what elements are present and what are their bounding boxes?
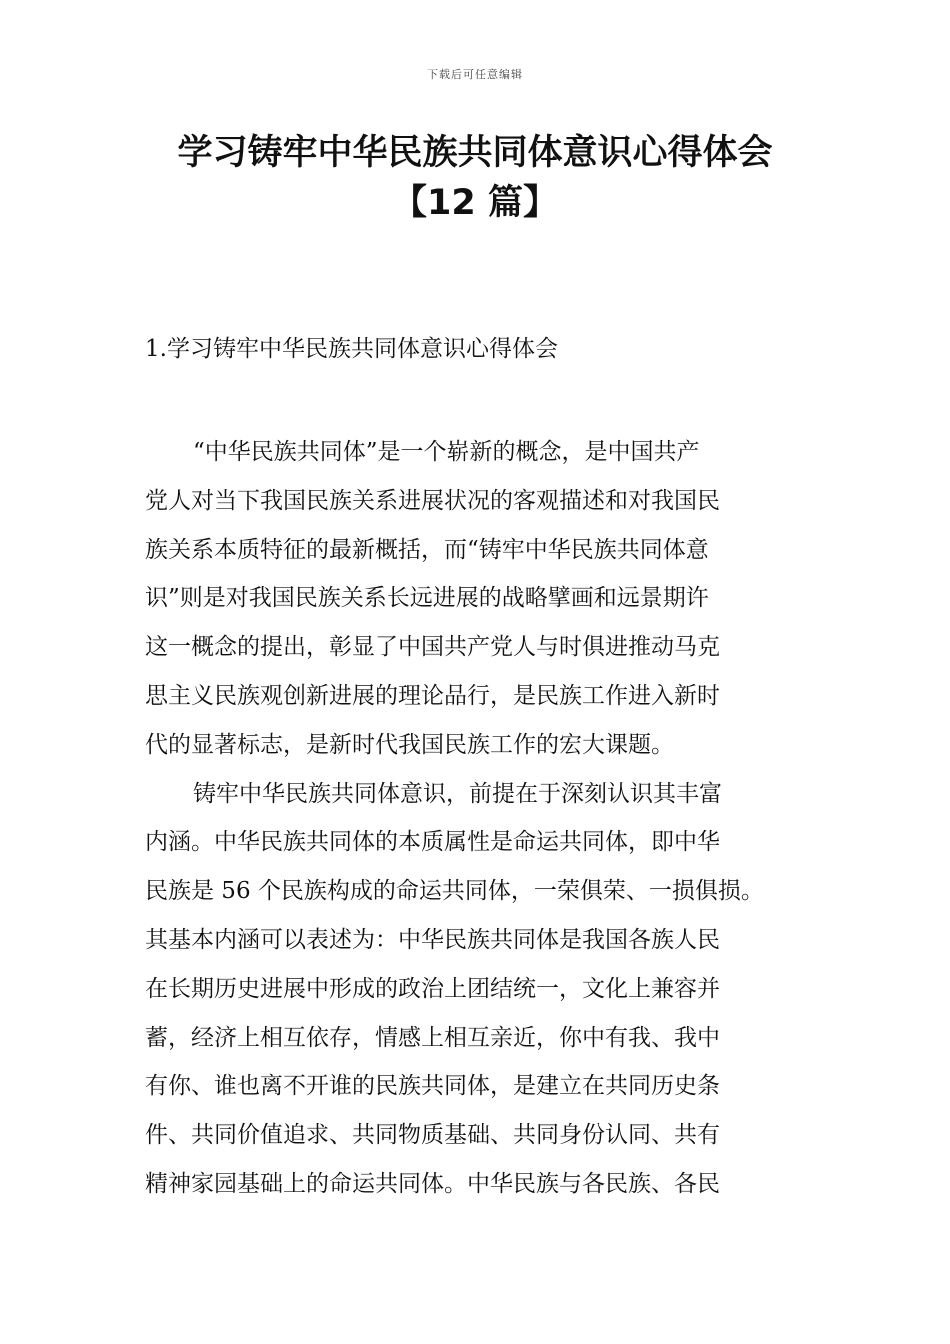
paragraph-2-line: 在长期历史进展中形成的政治上团结统一，文化上兼容并 xyxy=(145,975,720,1002)
paragraph-2-line: 民族是 56 个民族构成的命运共同体，一荣俱荣、一损俱损。 xyxy=(145,878,764,905)
paragraph-2-line: 铸牢中华民族共同体意识，前提在于深刻认识其丰富 xyxy=(193,780,722,807)
paragraph-1-line: 代的显著标志，是新时代我国民族工作的宏大课题。 xyxy=(145,731,674,758)
title-line-2: 【12 篇】 xyxy=(392,183,558,223)
header-note: 下载后可任意编辑 xyxy=(427,68,523,81)
section-heading: 1.学习铸牢中华民族共同体意识心得体会 xyxy=(145,336,558,362)
paragraph-2-line: 件、共同价值追求、共同物质基础、共同身份认同、共有 xyxy=(145,1122,720,1149)
body-text xyxy=(145,428,825,1209)
paragraph-2-line: 其基本内涵可以表述为：中华民族共同体是我国各族人民 xyxy=(145,926,720,953)
paragraph-2-line: 精神家园基础上的命运共同体。中华民族与各民族、各民 xyxy=(145,1170,720,1197)
paragraph-1-line: 这一概念的提出，彰显了中国共产党人与时俱进推动马克 xyxy=(145,634,720,661)
document-title xyxy=(100,128,850,228)
paragraph-1-line: 思主义民族观创新进展的理论品行，是民族工作进入新时 xyxy=(145,682,720,709)
paragraph-1-line: 识”则是对我国民族关系长远进展的战略擘画和远景期许 xyxy=(145,585,709,612)
paragraph-2-line: 内涵。中华民族共同体的本质属性是命运共同体，即中华 xyxy=(145,829,720,856)
paragraph-2-line: 有你、谁也离不开谁的民族共同体，是建立在共同历史条 xyxy=(145,1073,720,1100)
paragraph-2-line: 蓄，经济上相互依存，情感上相互亲近，你中有我、我中 xyxy=(145,1024,720,1051)
paragraph-1-line: 党人对当下我国民族关系进展状况的客观描述和对我国民 xyxy=(145,487,720,514)
paragraph-1-line: 族关系本质特征的最新概括，而“铸牢中华民族共同体意 xyxy=(145,536,709,563)
title-line-1: 学习铸牢中华民族共同体意识心得体会 xyxy=(177,133,773,173)
paragraph-1-line: “中华民族共同体”是一个崭新的概念，是中国共产 xyxy=(193,439,700,465)
